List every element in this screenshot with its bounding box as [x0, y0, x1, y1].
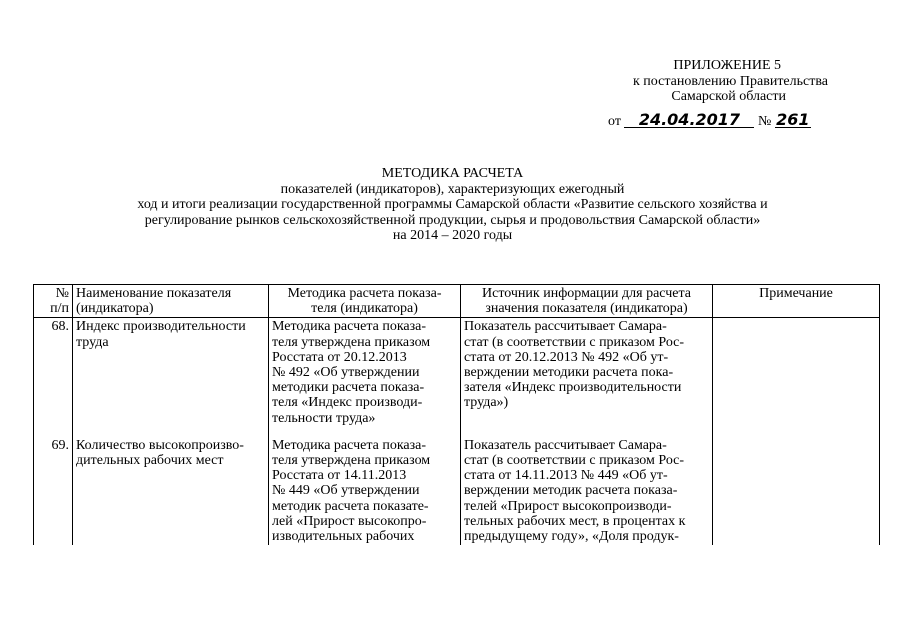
row-note [713, 318, 880, 427]
row-indicator-name: Количество высокопроизво- дительных рабочих мест [73, 427, 269, 545]
document-title [0, 166, 905, 244]
row-source: Показатель рассчитывает Самара- стат (в соответствии с приказом Рос- стата от 14.11.2013 № 449 «Об ут- верждении методик расчета показа- телей «Прирост высокопроизводи- тельных рабочих мест, в процентах к предыдущему году», «Доля продук- [461, 427, 713, 545]
title-line-4: регулирование рынков сельскохозяйственной продукции, сырья и продовольствия Самарской области» [144, 212, 761, 228]
header-source: Источник информации для расчета значения показателя (индикатора) [461, 285, 713, 318]
title-line-2: показателей (индикаторов), характеризующих ежегодный [280, 181, 625, 197]
annex-date-line [608, 112, 811, 130]
title-line-3: ход и итоги реализации государственной программы Самарской области «Развитие сельского хозяйства и [137, 197, 768, 212]
annex-title: ПРИЛОЖЕНИЕ 5 [673, 58, 781, 73]
handwritten-date: 24.04.2017 [624, 112, 754, 128]
title-line-5: на 2014 – 2020 годы [392, 228, 513, 243]
header-note: Примечание [713, 285, 880, 318]
table-row [34, 427, 880, 545]
row-method: Методика расчета показа- теля утверждена приказом Росстата от 14.11.2013 № 449 «Об утверждении методик расчета показате- лей «Прирост высокопро- изводительных рабочих [269, 427, 461, 545]
header-number: № п/п [34, 285, 73, 318]
annex-resolution-line: к постановлению Правительства [632, 73, 828, 89]
handwritten-number: 261 [776, 110, 810, 129]
date-prefix: от [608, 114, 621, 129]
header-method: Методика расчета показа- теля (индикатора) [269, 285, 461, 318]
annex-region-line: Самарской области [671, 89, 786, 104]
number-prefix: № [757, 114, 772, 129]
table-row [34, 318, 880, 427]
annex-block [598, 58, 828, 105]
row-note [713, 427, 880, 545]
row-indicator-name: Индекс производительности труда [73, 318, 269, 427]
row-number: 69. [34, 427, 73, 545]
row-method: Методика расчета показа- теля утверждена приказом Росстата от 20.12.2013 № 492 «Об утверждении методики расчета показа- теля «Индекс производи- тельности труда» [269, 318, 461, 427]
title-line-1: МЕТОДИКА РАСЧЕТА [381, 166, 524, 181]
row-source: Показатель рассчитывает Самара- стат (в соответствии с приказом Рос- стата от 20.12.2013 № 492 «Об ут- верждении методики расчета пока- зателя «Индекс производительности труда») [461, 318, 713, 427]
table-header-row [34, 285, 880, 318]
header-indicator-name: Наименование показателя (индикатора) [73, 285, 269, 318]
indicators-table [33, 284, 880, 545]
row-number: 68. [34, 318, 73, 427]
